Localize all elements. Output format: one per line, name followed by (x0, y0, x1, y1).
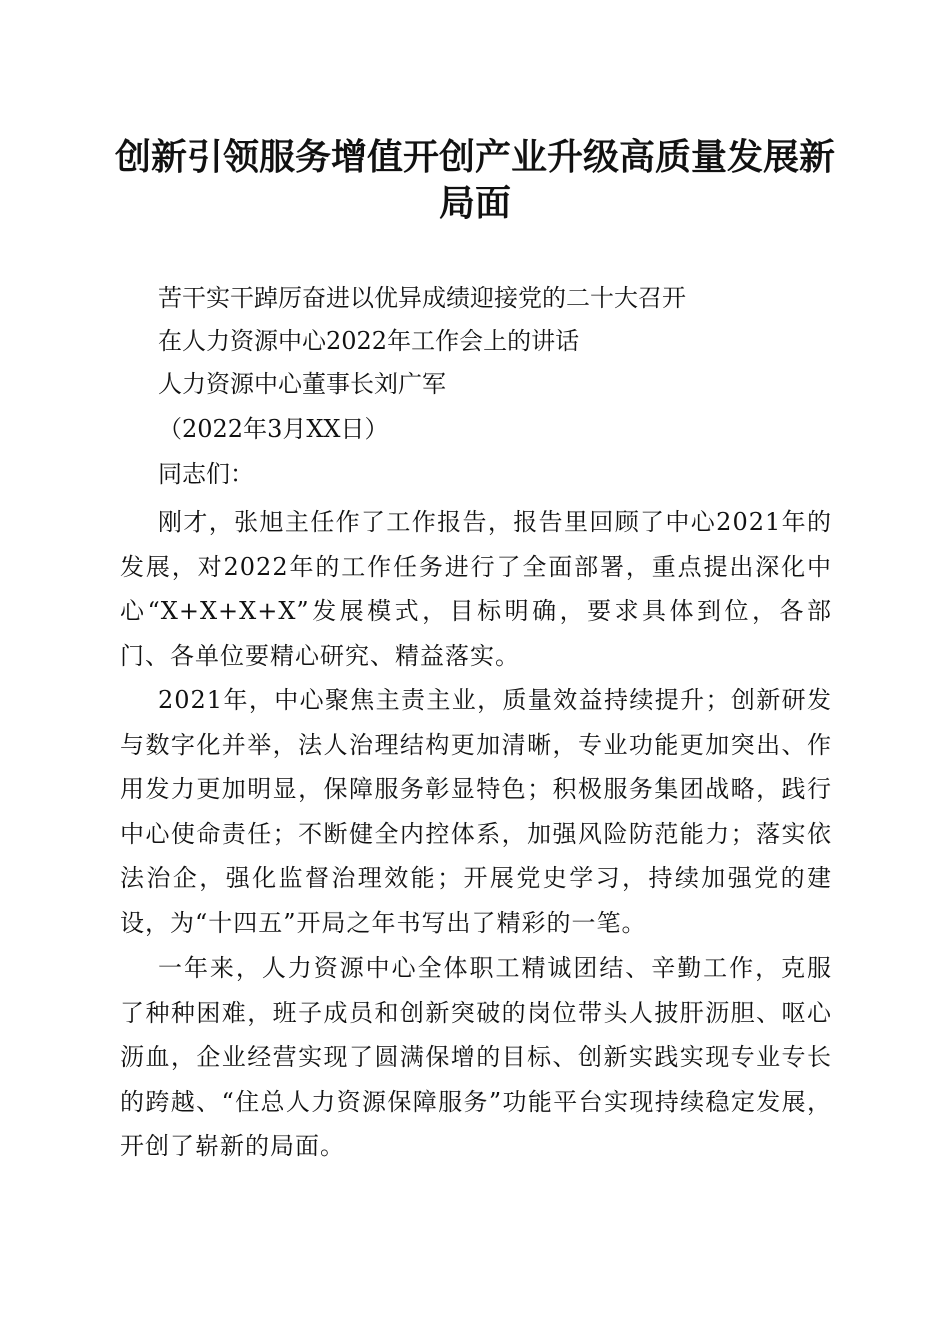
subtitle: 苦干实干踔厉奋进以优异成绩迎接党的二十大召开 (158, 284, 686, 312)
document-title (100, 134, 850, 226)
date-line: （2022年3月XX日） (158, 415, 389, 443)
paragraph-2: 2021年，中心聚焦主责主业，质量效益持续提升；创新研发与数字化并举，法人治理结构更加清晰，专业功能更加突出、作用发力更加明显，保障服务彰显特色；积极服务集团战略，践行中心使命责任；不断健全内控体系，加强风险防范能力；落实依法治企，强化监督治理效能；开展党史学习，持续加强党的建设，为“十四五”开局之年书写出了精彩的一笔。 (120, 686, 832, 937)
occasion-line: 在人力资源中心2022年工作会上的讲话 (158, 327, 580, 355)
paragraph-3: 一年来，人力资源中心全体职工精诚团结、辛勤工作，克服了种种困难，班子成员和创新突破的岗位带头人披肝沥胆、呕心沥血，企业经营实现了圆满保增的目标、创新实践实现专业专长的跨越、“住总人力资源保障服务”功能平台实现持续稳定发展，开创了崭新的局面。 (120, 954, 832, 1161)
paragraph-1: 刚才，张旭主任作了工作报告，报告里回顾了中心2021年的发展，对2022年的工作任务进行了全面部署，重点提出深化中心“X+X+X+X”发展模式，目标明确，要求具体到位，各部门、各单位要精心研究、精益落实。 (120, 508, 832, 670)
speaker-line: 人力资源中心董事长刘广军 (158, 370, 446, 398)
salutation: 同志们： (158, 460, 254, 488)
title-line-1: 创新引领服务增值开创产业升级高质量发展新 (114, 136, 835, 178)
title-line-2: 局面 (438, 182, 511, 224)
